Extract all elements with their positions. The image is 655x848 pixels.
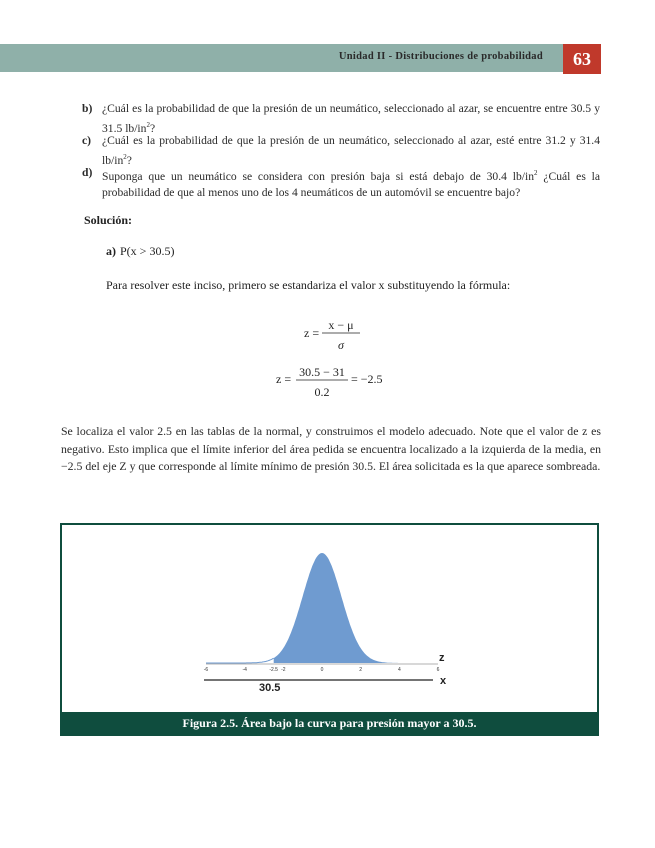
z-tick-label: -6 — [203, 667, 209, 673]
z-tick-label: 6 — [436, 667, 440, 673]
formula2-denominator: 0.2 — [314, 385, 330, 399]
x-marker-label: 30.5 — [258, 682, 281, 694]
question-text: ¿Cuál es la probabilidad de que la presión de un neumático, seleccionado al azar, esté entre 31.2 y 31.4 $lb/in^2$? — [102, 134, 600, 167]
formula1-numerator: x − μ — [328, 318, 354, 332]
figure — [60, 523, 599, 736]
question-label: b) — [82, 102, 93, 115]
curve-left-tail — [206, 658, 274, 663]
formulas — [0, 310, 655, 410]
z-tick-label: 0 — [320, 667, 324, 673]
header-title: Unidad II - Distribuciones de probabilidad — [338, 51, 543, 62]
formula1-denominator: σ — [338, 338, 344, 352]
formula2-numerator: 30.5 − 31 — [299, 365, 345, 379]
formula1-lhs: z = — [304, 326, 320, 340]
z-tick-label: -2 — [281, 667, 286, 673]
z-tick-label: 2 — [359, 667, 363, 673]
question-label: d) — [82, 166, 93, 179]
page-number: 63 — [563, 44, 601, 74]
solution-heading: Solución: — [84, 213, 133, 227]
question-text: ¿Cuál es la probabilidad de que la presión de un neumático, seleccionado al azar, se encuentre entre 30.5 y 31.5 $lb/in^2$? — [102, 102, 600, 135]
z-tick-label: 4 — [397, 667, 401, 673]
x-axis-label: x — [440, 675, 447, 687]
figure-caption: Figura 2.5. Área bajo la curva para presión mayor a 30.5. — [62, 712, 597, 734]
formula2-lhs: z = — [276, 372, 292, 386]
shaded-area — [274, 553, 438, 663]
z-tick-label: -4 — [242, 667, 247, 673]
part-a — [106, 244, 174, 259]
normal-curve-chart — [62, 525, 597, 715]
part-expression: P(x > 30.5) — [120, 244, 175, 258]
question-label: c) — [82, 134, 92, 147]
z-tick-label: -2.5 — [269, 667, 278, 673]
intro-text: Para resolver este inciso, primero se estandariza el valor x substituyendo la fórmula: — [106, 278, 511, 292]
z-tick-labels — [204, 667, 440, 673]
explanation-paragraph: Se localiza el valor 2.5 en las tablas de la normal, y construimos el modelo adecuado. Note que el valor de z es negativo. Esto implica que el límite inferior del área pedida se encuentra localizado a la izquierda de la media, en −2.5 del eje Z y que corresponde al límite mínimo de presión 30.5. El área solicitada es la que aparece sombreada. — [61, 424, 601, 473]
question-text: Suponga que un neumático se considera con presión baja si está debajo de 30.4 $lb/in^2$ ¿Cuál es la probabilidad de que al menos uno de los 4 neumáticos de un automóvil se encuentre bajo? — [102, 169, 601, 199]
formula2-result: = −2.5 — [351, 372, 383, 386]
z-axis-label: z — [439, 652, 445, 664]
part-label: a) — [106, 244, 116, 258]
